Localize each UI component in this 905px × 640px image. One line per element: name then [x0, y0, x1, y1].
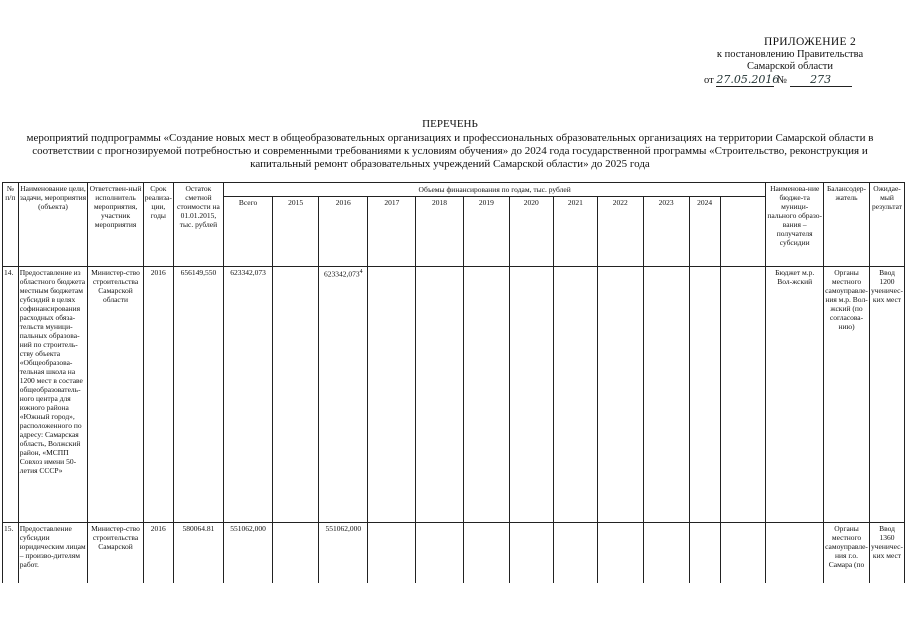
row-remainder: 656149,550 — [173, 267, 223, 523]
header-term: Срок реализа-ции, годы — [143, 183, 173, 267]
row-remainder: 580064.81 — [173, 523, 223, 583]
row-holder: Органы местного самоуправле-ния м.р. Вол-жский (по согласова-нию) — [824, 267, 870, 523]
row-budget-recipient: Бюджет м.р. Вол-жский — [766, 267, 824, 523]
header-holder: Балансодер-жатель — [824, 183, 870, 267]
date-prefix: от — [704, 74, 714, 86]
heading-line-1: мероприятий подпрограммы «Создание новых мест в общеобразовательных организациях и профессиональных образовательных организациях на территории Самарской области в — [26, 132, 874, 144]
heading-line-3: капитальный ремонт образовательных учреждений Самарской области» до 2025 года — [250, 158, 650, 170]
row-executor: Министер-ство строительства Самарской области — [88, 267, 143, 523]
row-2015 — [273, 523, 319, 583]
row-2016-note: 4 — [359, 269, 363, 275]
row-2024 — [689, 267, 720, 523]
row-2022 — [597, 267, 643, 523]
row-total: 623342,073 — [223, 267, 272, 523]
number-sign: № — [776, 74, 787, 86]
header-year-2017: 2017 — [368, 197, 416, 267]
row-2018 — [416, 267, 464, 523]
header-row-1 — [3, 183, 905, 197]
annex-number: 273 — [790, 74, 852, 88]
header-year-2020: 2020 — [509, 197, 553, 267]
heading-line-2: соответствии с прогнозируемой потребностью и современными требованиями к условиям обучения» до 2024 года государственной программы «Строительство, реконструкция и — [32, 145, 868, 157]
header-year-2016: 2016 — [319, 197, 368, 267]
table-row — [3, 523, 905, 583]
header-num: № п/п — [3, 183, 19, 267]
row-2021 — [553, 267, 597, 523]
header-name: Наименование цели, задачи, мероприятия (объекта) — [18, 183, 88, 267]
header-year-2022: 2022 — [597, 197, 643, 267]
row-name: Предоставление из областного бюджета местным бюджетам субсидий в целях софинансирования расходных обяза-тельств муници-пальных образова-ний по строитель-ству объекта «Общеобразова-тельная школа на 1200 мест в составе общеобразователь-ного центра для южного района «Южный город», расположенного по адресу: Самарская область, Волжский район, «МСПП Совхоз имени 50-летия СССР» — [18, 267, 88, 523]
header-year-2019: 2019 — [463, 197, 509, 267]
row-total: 551062,000 — [223, 523, 272, 583]
header-remainder: Остаток сметной стоимости на 01.01.2015, тыс. рублей — [173, 183, 223, 267]
row-2024 — [689, 523, 720, 583]
row-term: 2016 — [143, 267, 173, 523]
header-year-total: Всего — [223, 197, 272, 267]
row-result: Ввод 1200 ученичес-ких мест — [870, 267, 905, 523]
row-num: 15. — [3, 523, 19, 583]
row-executor: Министер-ство строительства Самарской — [88, 523, 143, 583]
row-2016 — [319, 267, 368, 523]
row-2020 — [509, 523, 553, 583]
annex-title: ПРИЛОЖЕНИЕ 2 — [763, 36, 856, 48]
row-2023 — [643, 267, 689, 523]
row-budget-recipient — [766, 523, 824, 583]
document-title: ПЕРЕЧЕНЬ — [422, 118, 478, 130]
row-2018 — [416, 523, 464, 583]
annex-block — [690, 36, 890, 87]
header-year-extra — [720, 197, 766, 267]
annex-date: 27.05.2016 — [716, 72, 780, 86]
header-executor: Ответствен-ный исполнитель мероприятия, участник мероприятия — [88, 183, 143, 267]
row-2023 — [643, 523, 689, 583]
header-result: Ожидае-мый результат — [870, 183, 905, 267]
row-2016: 551062,000 — [319, 523, 368, 583]
header-year-2015: 2015 — [273, 197, 319, 267]
row-term: 2016 — [143, 523, 173, 583]
measures-table — [2, 182, 905, 583]
annex-line-2: Самарской области — [747, 61, 833, 72]
row-2016-value: 623342,073 — [323, 269, 360, 279]
header-funding-group: Объемы финансирования по годам, тыс. рублей — [223, 183, 765, 197]
annex-date-line — [690, 74, 890, 88]
row-2019 — [463, 267, 509, 523]
row-num: 14. — [3, 267, 19, 523]
header-year-2021: 2021 — [553, 197, 597, 267]
row-2022 — [597, 523, 643, 583]
header-year-2023: 2023 — [643, 197, 689, 267]
row-2017 — [368, 267, 416, 523]
document-heading — [12, 118, 888, 171]
header-year-2024: 2024 — [689, 197, 720, 267]
row-2021 — [553, 523, 597, 583]
row-2017 — [368, 523, 416, 583]
header-budget-recipient: Наименова-ние бюдже-та муници-пального образо-вания – получателя субсидии — [766, 183, 824, 267]
header-year-2018: 2018 — [416, 197, 464, 267]
row-2015 — [273, 267, 319, 523]
row-name: Предоставление субсидии юридическим лицам – произво-дителям работ. — [18, 523, 88, 583]
row-holder: Органы местного самоуправле-ния г.о. Самара (по — [824, 523, 870, 583]
annex-line-1: к постановлению Правительства — [716, 48, 864, 60]
row-extra — [720, 523, 766, 583]
row-extra — [720, 267, 766, 523]
row-result: Ввод 1360 ученичес-ких мест — [870, 523, 905, 583]
table-row — [3, 267, 905, 523]
row-2019 — [463, 523, 509, 583]
row-2020 — [509, 267, 553, 523]
